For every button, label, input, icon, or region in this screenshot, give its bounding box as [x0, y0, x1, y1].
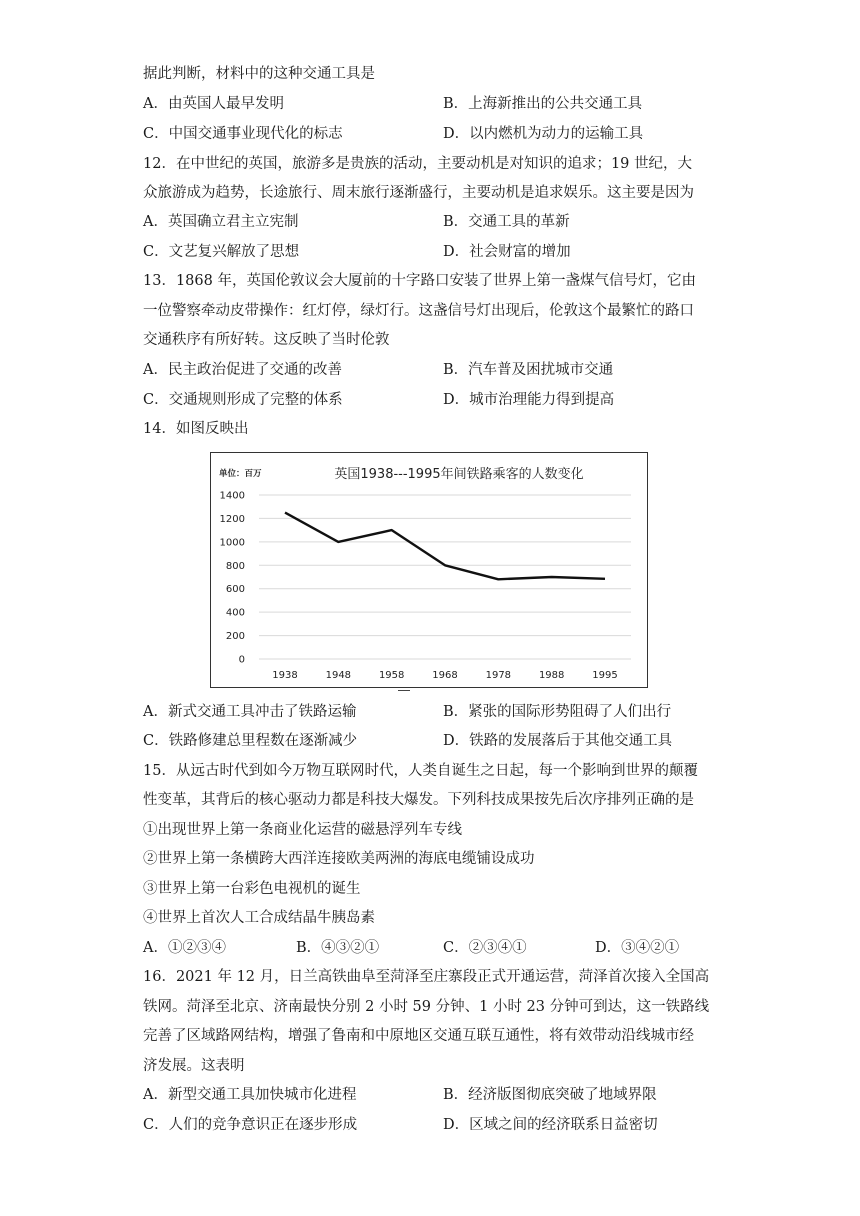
q15-stem-line-2: 性变革，其背后的核心驱动力都是科技大爆发。下列科技成果按先后次序排列正确的是	[143, 792, 694, 808]
q14-option-b[interactable]: B．紧张的国际形势阻碍了人们出行	[443, 704, 672, 720]
q12-stem-line-2: 众旅游成为趋势，长途旅行、周末旅行逐渐盛行，主要动机是追求娱乐。这主要是因为	[143, 185, 694, 201]
q13-stem-line-3: 交通秩序有所好转。这反映了当时伦敦	[143, 332, 390, 348]
y-tick-label: 800	[225, 560, 245, 572]
chart-unit-label: 单位：百万	[219, 469, 262, 479]
q13-option-d[interactable]: D．城市治理能力得到提高	[443, 392, 615, 408]
x-tick-label: 1948	[325, 670, 352, 681]
q13-stem-line-1: 13．1868 年，英国伦敦议会大厦前的十字路口安装了世界上第一盏煤气信号灯，它由	[143, 273, 696, 289]
x-tick-label: 1988	[538, 670, 565, 681]
q15-option-d[interactable]: D．③④②①	[595, 940, 680, 956]
chart-canvas	[211, 453, 649, 689]
q16-option-a[interactable]: A．新型交通工具加快城市化进程	[143, 1087, 357, 1103]
q13-option-a[interactable]: A．民主政治促进了交通的改善	[143, 362, 342, 378]
q15-item-3: ③世界上第一台彩色电视机的诞生	[143, 881, 361, 897]
chart-title: 英国1938---1995年间铁路乘客的人数变化	[334, 467, 584, 482]
q13-stem-line-2: 一位警察牵动皮带操作：红灯停，绿灯行。这盏信号灯出现后，伦敦这个最繁忙的路口	[143, 303, 694, 319]
q13-option-b[interactable]: B．汽车普及困扰城市交通	[443, 362, 614, 378]
y-tick-label: 1400	[219, 490, 245, 502]
q12-stem-line-1: 12．在中世纪的英国，旅游多是贵族的活动，主要动机是对知识的追求；19 世纪，大	[143, 156, 693, 172]
q14-stem: 14．如图反映出	[143, 421, 249, 437]
x-tick-label: 1958	[378, 670, 405, 681]
y-tick-label: 200	[225, 631, 245, 643]
q12-option-a[interactable]: A．英国确立君主立宪制	[143, 214, 299, 230]
chart-caption-dash	[398, 690, 410, 691]
q16-stem-line-3: 完善了区域路网结构，增强了鲁南和中原地区交通互联互通性，将有效带动沿线城市经	[143, 1028, 694, 1044]
q15-option-c[interactable]: C．②③④①	[443, 940, 527, 956]
q11-option-d[interactable]: D．以内燃机为动力的运输工具	[443, 126, 644, 142]
series-line	[285, 513, 605, 580]
q15-item-1: ①出现世界上第一条商业化运营的磁悬浮列车专线	[143, 822, 462, 838]
q16-stem-line-2: 铁网。菏泽至北京、济南最快分别 2 小时 59 分钟、1 小时 23 分钟可到达，这一铁路线	[143, 999, 710, 1015]
railway-passenger-chart	[210, 452, 648, 688]
q15-item-4: ④世界上首次人工合成结晶牛胰岛素	[143, 910, 375, 926]
y-tick-label: 1000	[219, 537, 245, 549]
q16-option-c[interactable]: C．人们的竞争意识正在逐步形成	[143, 1117, 358, 1133]
x-tick-label: 1995	[592, 670, 618, 681]
q11-stem: 据此判断，材料中的这种交通工具是	[143, 66, 375, 82]
q11-option-a[interactable]: A．由英国人最早发明	[143, 96, 284, 112]
x-tick-label: 1938	[272, 670, 298, 681]
q12-option-b[interactable]: B．交通工具的革新	[443, 214, 570, 230]
q14-option-a[interactable]: A．新式交通工具冲击了铁路运输	[143, 704, 357, 720]
q14-option-d[interactable]: D．铁路的发展落后于其他交通工具	[443, 733, 673, 749]
q15-option-b[interactable]: B．④③②①	[296, 940, 380, 956]
x-tick-label: 1968	[432, 670, 458, 681]
q16-stem-line-1: 16．2021 年 12 月，日兰高铁曲阜至菏泽至庄寨段正式开通运营，菏泽首次接入全国高	[143, 969, 710, 985]
q14-option-c[interactable]: C．铁路修建总里程数在逐渐减少	[143, 733, 358, 749]
q11-option-b[interactable]: B．上海新推出的公共交通工具	[443, 96, 643, 112]
q16-option-b[interactable]: B．经济版图彻底突破了地域界限	[443, 1087, 657, 1103]
q11-option-c[interactable]: C．中国交通事业现代化的标志	[143, 126, 343, 142]
q16-stem-line-4: 济发展。这表明	[143, 1058, 245, 1074]
q12-option-c[interactable]: C．文艺复兴解放了思想	[143, 244, 300, 260]
q15-option-a[interactable]: A．①②③④	[143, 940, 226, 956]
q13-option-c[interactable]: C．交通规则形成了完整的体系	[143, 392, 343, 408]
y-tick-label: 0	[238, 654, 245, 666]
q15-stem-line-1: 15．从远古时代到如今万物互联网时代，人类自诞生之日起，每一个影响到世界的颠覆	[143, 763, 698, 779]
q12-option-d[interactable]: D．社会财富的增加	[443, 244, 571, 260]
y-tick-label: 600	[225, 584, 245, 596]
y-tick-label: 400	[225, 607, 245, 619]
q15-item-2: ②世界上第一条横跨大西洋连接欧美两洲的海底电缆铺设成功	[143, 851, 535, 867]
q16-option-d[interactable]: D．区域之间的经济联系日益密切	[443, 1117, 658, 1133]
x-tick-label: 1978	[485, 670, 512, 681]
y-tick-label: 1200	[219, 513, 245, 525]
